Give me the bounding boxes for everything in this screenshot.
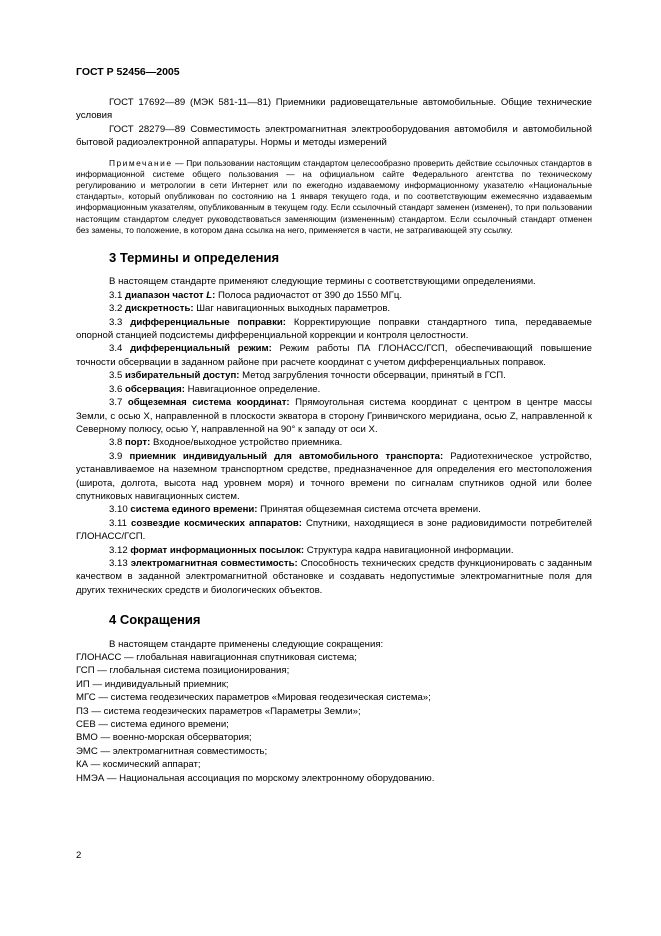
section-4-intro: В настоящем стандарте применены следующие сокращения: xyxy=(109,638,384,650)
term-number: 3.7 xyxy=(109,397,123,409)
section-3-intro: В настоящем стандарте применяют следующие термины с соответствующими определениями. xyxy=(109,276,536,288)
term-definition: Корректирующие поправки стандартного типа, передаваемые опорной станцией подсистемы дифференциальной коррекции и контроля целостности. xyxy=(76,316,593,342)
abbreviation-item: НМЭА — Национальная ассоциация по морскому электронному оборудованию. xyxy=(76,772,435,784)
term-entry xyxy=(76,302,592,315)
term-entry xyxy=(76,450,592,504)
term-entry xyxy=(76,316,592,343)
section-3-heading: 3 Термины и определения xyxy=(109,250,280,266)
term-name: электромагнитная совместимость: xyxy=(130,557,298,569)
abbreviation-item: ИП — индивидуальный приемник; xyxy=(76,678,229,690)
term-name: диапазон частот xyxy=(125,289,204,301)
term-definition: Структура кадра навигационной информации. xyxy=(304,544,514,556)
term-name: приемник индивидуальный для автомобильного транспорта: xyxy=(129,450,444,462)
term-number: 3.4 xyxy=(109,343,123,355)
term-entry xyxy=(76,503,592,516)
term-definition: Спутники, находящиеся в зоне радиовидимости потребителей ГЛОНАСС/ГСП. xyxy=(76,517,593,543)
term-number: 3.11 xyxy=(109,517,127,529)
term-definition: Прямоугольная система координат с центром в центре массы Земли, с осью X, направленной в плоскости экватора в сторону Гринвичского меридиана, осью Z, направленной к Северному полюсу, осью Y, направленной на 90° к западу от оси X. xyxy=(76,397,592,435)
term-number: 3.13 xyxy=(109,557,128,569)
term-number: 3.1 xyxy=(109,289,123,301)
term-name: формат информационных посылок: xyxy=(130,544,305,556)
term-definition: Способность технических средств функционировать с заданным качеством в заданной электромагнитной обстановке и создавать недопустимые электромагнитные поля для других технических средств и биологических объектов. xyxy=(76,557,592,596)
note-label: Примечание xyxy=(109,157,173,168)
page-number: 2 xyxy=(76,850,82,861)
abbreviation-item: МГС — система геодезических параметров «Мировая геодезическая система»; xyxy=(76,692,431,704)
term-name: система единого времени: xyxy=(130,504,258,516)
term-name: порт: xyxy=(125,437,151,449)
term-definition: Принятая общеземная система отсчета времени. xyxy=(257,504,481,516)
term-definition: Входное/выходное устройство приемника. xyxy=(150,437,343,449)
term-entry xyxy=(76,383,592,396)
term-definition: Навигационное определение. xyxy=(184,383,321,395)
abbreviation-list xyxy=(76,638,592,785)
term-definition: Режим работы ПА ГЛОНАСС/ГСП, обеспечивающий повышение точности обсервации в заданном районе при расчете координат с учетом дифференциальных поправок. xyxy=(76,343,592,368)
term-number: 3.8 xyxy=(109,437,123,449)
abbreviation-item: ВМО — военно-морская обсерватория; xyxy=(76,732,252,744)
term-number: 3.2 xyxy=(109,303,123,315)
term-number: 3.10 xyxy=(109,504,128,516)
term-definition: Радиотехническое устройство, устанавливаемое на наземном транспортном средстве, предназначенное для определения его местоположения (широта, долгота, высота над уровнем моря) и точного времени по сигналам спутников одной или более спутниковых навигационных систем. xyxy=(76,450,592,502)
term-symbol: L xyxy=(206,289,213,301)
term-entry xyxy=(76,369,592,382)
term-name: дифференциальные поправки: xyxy=(130,316,286,328)
term-definition: Полоса радиочастот от 390 до 1550 МГц. xyxy=(215,289,403,301)
term-number: 3.6 xyxy=(109,383,123,395)
term-definition: Шаг навигационных выходных параметров. xyxy=(193,303,391,315)
term-entry xyxy=(76,396,592,436)
page-content xyxy=(76,96,592,785)
abbreviation-item: СЕВ — система единого времени; xyxy=(76,719,229,731)
term-entry: 3.1 диапазон частот L: Полоса радиочастот от 390 до 1550 МГц. xyxy=(109,289,403,301)
section-4-heading: 4 Сокращения xyxy=(109,612,201,628)
term-name: обсервация: xyxy=(125,383,185,395)
term-name: общеземная система координат: xyxy=(127,397,290,409)
term-number: 3.5 xyxy=(109,370,123,382)
abbreviation-item: ЭМС — электромагнитная совместимость; xyxy=(76,745,268,757)
term-number: 3.3 xyxy=(109,316,123,328)
term-entry xyxy=(76,342,592,369)
reference-item: ГОСТ 28279—89 Совместимость электромагнитная электрооборудования автомобиля и автомобильной бытовой радиоэлектронной аппаратуры. Нормы и методы измерений xyxy=(76,123,592,149)
term-number: 3.9 xyxy=(109,450,123,462)
running-header: ГОСТ Р 52456—2005 xyxy=(76,66,180,78)
term-entry xyxy=(76,517,592,544)
term-definition: Метод загрубления точности обсервации, принятый в ГСП. xyxy=(239,370,506,382)
term-name: дискретность: xyxy=(125,303,194,315)
reference-item: ГОСТ 17692—89 (МЭК 581-11—81) Приемники радиовещательные автомобильные. Общие технические условия xyxy=(76,97,592,122)
abbreviation-item: ПЗ — система геодезических параметров «Параметры Земли»; xyxy=(76,705,361,717)
abbreviation-item: ГЛОНАСС — глобальная навигационная спутниковая система; xyxy=(76,652,357,664)
term-name: созвездие космических аппаратов: xyxy=(131,517,302,529)
term-entry xyxy=(76,544,592,557)
note-text: — При пользовании настоящим стандартом целесообразно проверить действие ссылочных стандартов в информационной системе общего пользования — на официальном сайте Федерального агентства по техническому регулированию и метрологии в сети Интернет или по ежегодно издаваемому информационному указателю «Национальные стандарты», который опубликован по состоянию на 1 января текущего года, и по соответствующим ежемесячно издаваемым информационным указателям, опубликованным в текущем году. Если ссылочный стандарт заменен (изменен), то при пользовании настоящим стандартом следует руководствоваться заменяющим (измененным) стандартом. Если ссылочный стандарт отменен без замены, то положение, в котором дана ссылка на него, применяется в части, не затрагивающей эту ссылку. xyxy=(76,157,592,235)
term-number: 3.12 xyxy=(109,544,128,556)
abbreviation-item: КА — космический аппарат; xyxy=(76,759,201,771)
abbreviation-item: ГСП — глобальная система позиционирования; xyxy=(76,665,290,677)
term-entry xyxy=(76,557,592,597)
term-entry xyxy=(76,436,592,449)
term-name: дифференциальный режим: xyxy=(130,343,272,355)
term-name: избирательный доступ: xyxy=(125,370,240,382)
note-paragraph xyxy=(76,158,592,236)
